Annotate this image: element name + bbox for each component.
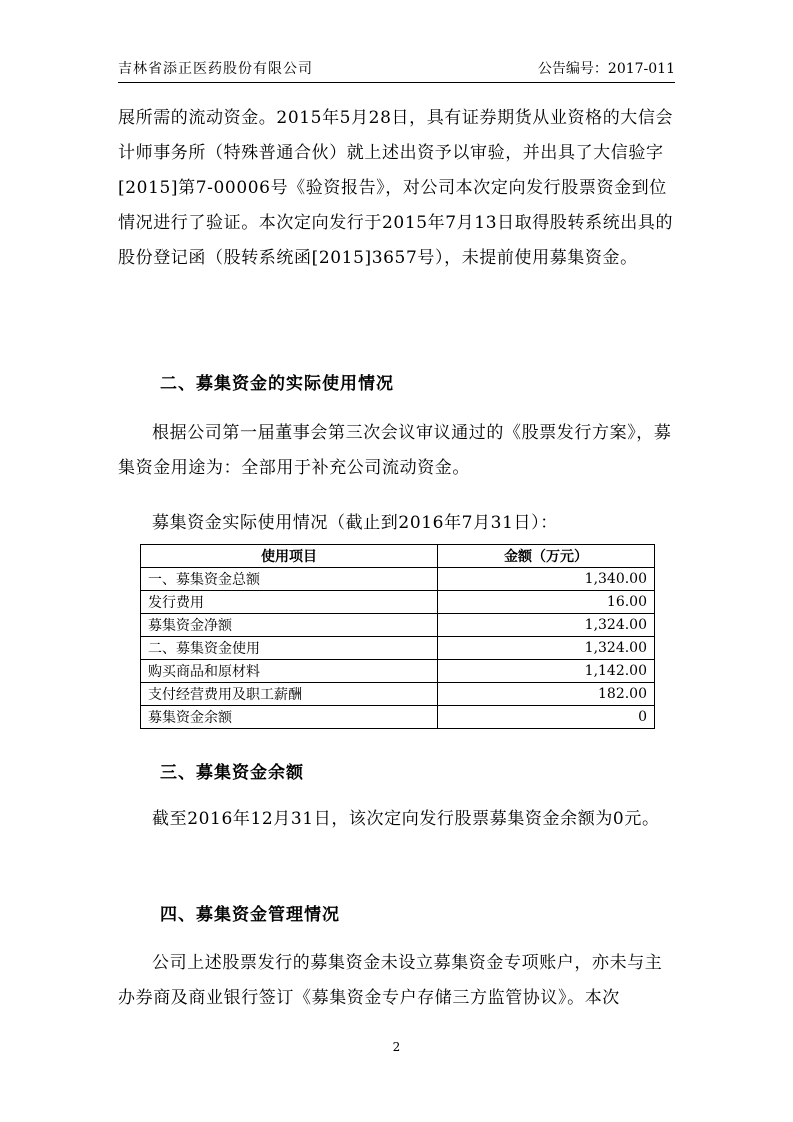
row-amount: 1,340.00	[438, 568, 655, 591]
paragraph-management: 公司上述股票发行的募集资金未设立募集资金专项账户，亦未与主办券商及商业银行签订《募集资金专户存储三方监管协议》。本次	[118, 953, 663, 1008]
row-item: 募集资金净额	[141, 614, 438, 637]
row-item: 二、募集资金使用	[141, 637, 438, 660]
paragraph-balance: 截至2016年12月31日，该次定向发行股票募集资金余额为0元。	[152, 809, 660, 829]
table-header-row	[141, 545, 655, 568]
section-heading-management: 四、募集资金管理情况	[160, 905, 340, 925]
column-header-item: 使用项目	[141, 545, 438, 568]
paragraph-funding-verification: 展所需的流动资金。2015年5月28日，具有证券期货从业资格的大信会计师事务所（特殊普通合伙）就上述出资予以审验，并出具了大信验字[2015]第7-00006号《验资报告》，对公司本次定向发行股票资金到位情况进行了验证。本次定向发行于2015年7月13日取得股转系统出具的股份登记函（股转系统函[2015]3657号），未提前使用募集资金。	[118, 108, 674, 268]
row-item: 发行费用	[141, 591, 438, 614]
company-name: 吉林省添正医药股份有限公司	[118, 61, 313, 77]
row-amount: 182.00	[438, 683, 655, 706]
section-heading-actual-use: 二、募集资金的实际使用情况	[160, 374, 394, 394]
notice-number: 公告编号：2017-011	[537, 61, 675, 77]
table-row	[141, 614, 655, 637]
page-header	[118, 56, 675, 83]
table-row	[141, 568, 655, 591]
row-item: 一、募集资金总额	[141, 568, 438, 591]
paragraph-table-caption: 募集资金实际使用情况（截止到2016年7月31日）：	[152, 513, 558, 533]
row-amount: 1,324.00	[438, 614, 655, 637]
row-amount: 16.00	[438, 591, 655, 614]
paragraph-fund-purpose: 根据公司第一届董事会第三次会议审议通过的《股票发行方案》，募集资金用途为：全部用于补充公司流动资金。	[118, 423, 672, 478]
column-header-amount: 金额（万元）	[438, 545, 655, 568]
table-row	[141, 683, 655, 706]
section-heading-balance: 三、募集资金余额	[160, 763, 304, 783]
fund-usage-table	[140, 544, 655, 729]
row-amount: 0	[438, 706, 655, 729]
row-item: 购买商品和原材料	[141, 660, 438, 683]
page-number: 2	[392, 1040, 401, 1054]
table-row	[141, 706, 655, 729]
row-amount: 1,324.00	[438, 637, 655, 660]
table-row	[141, 637, 655, 660]
row-item: 募集资金余额	[141, 706, 438, 729]
row-item: 支付经营费用及职工薪酬	[141, 683, 438, 706]
table-row	[141, 591, 655, 614]
row-amount: 1,142.00	[438, 660, 655, 683]
table-row	[141, 660, 655, 683]
